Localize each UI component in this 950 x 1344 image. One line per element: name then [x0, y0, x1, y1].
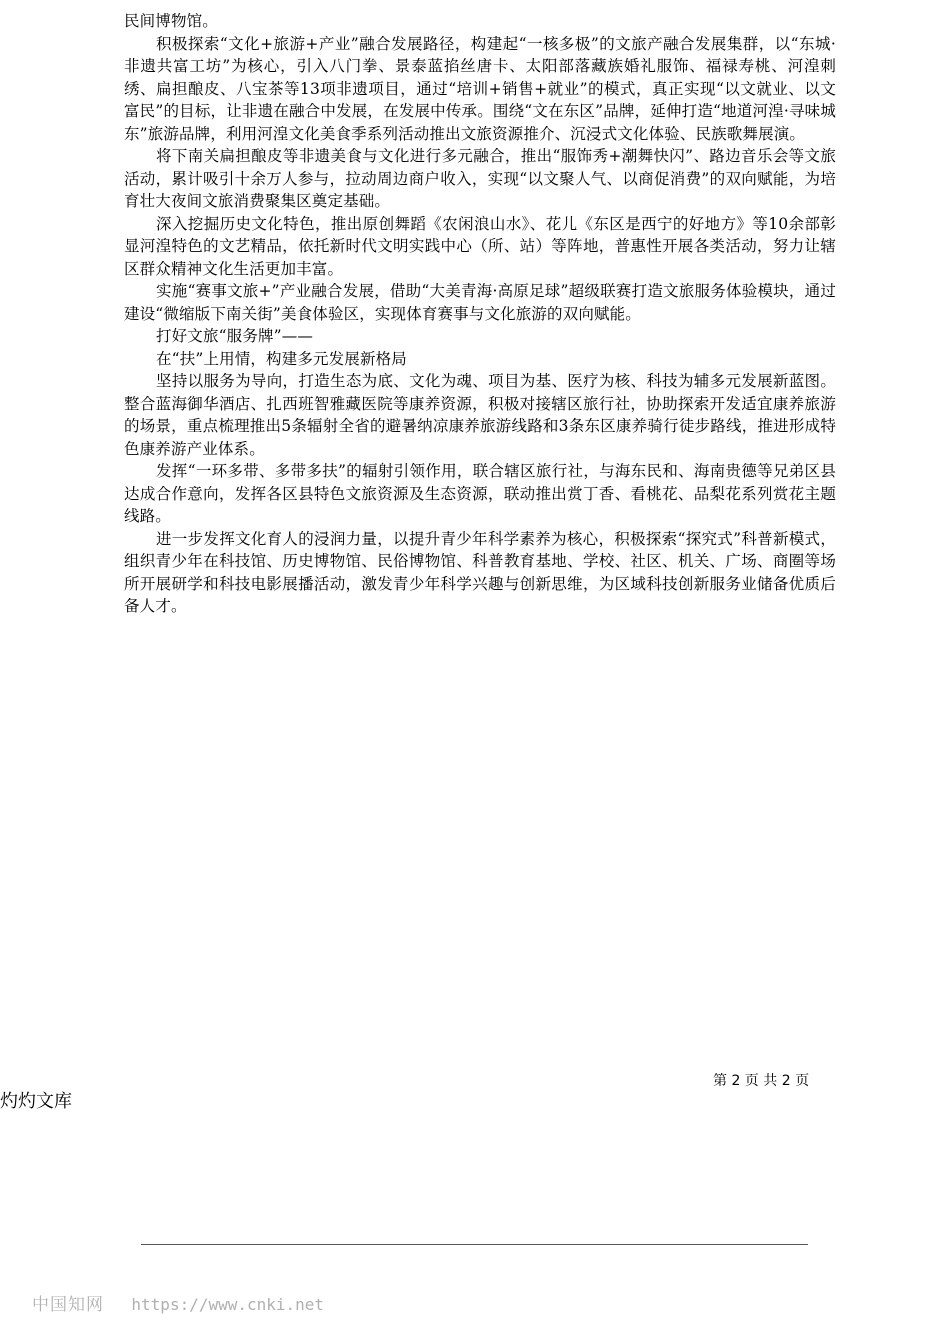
- footer-divider: [141, 1244, 808, 1245]
- footer-url-link[interactable]: https://www.cnki.net: [131, 1295, 325, 1314]
- paragraph-4: 深入挖掘历史文化特色，推出原创舞蹈《农闲浪山水》、花儿《东区是西宁的好地方》等10余部彰显河湟特色的文艺精品，依托新时代文明实践中心（所、站）等阵地，普惠性开展各类活动，努力让辖区群众精神文化生活更加丰富。: [124, 214, 836, 278]
- footer: [32, 1294, 324, 1316]
- paragraph-3: 将下南关扁担酿皮等非遗美食与文化进行多元融合，推出“服饰秀+潮舞快闪”、路边音乐会等文旅活动，累计吸引十余万人参与，拉动周边商户收入，实现“以文聚人气、以商促消费”的双向赋能，为培育壮大夜间文旅消费聚集区奠定基础。: [124, 147, 836, 210]
- watermark-brand: 灼灼文库: [0, 1091, 72, 1112]
- paragraph-7: 发挥“一环多带、多带多扶”的辐射引领作用，联合辖区旅行社，与海东民和、海南贵德等兄弟区县达成合作意向，发挥各区县特色文旅资源及生态资源，联动推出赏丁香、看桃花、品梨花系列赏花主题线路。: [124, 462, 836, 525]
- paragraph-2: 积极探索“文化+旅游+产业”融合发展路径，构建起“一核多极”的文旅产融合发展集群，以“东城·非遗共富工坊”为核心，引入八门拳、景泰蓝掐丝唐卡、太阳部落藏族婚礼服饰、福禄寿桃、河湟刺绣、扁担酿皮、八宝茶等13项非遗项目，通过“培训+销售+就业”的模式，真正实现“以文就业、以文富民”的目标，让非遗在融合中发展，在发展中传承。围绕“文在东区”品牌，延伸打造“地道河湟·寻味城东”旅游品牌，利用河湟文化美食季系列活动推出文旅资源推介、沉浸式文化体验、民族歌舞展演。: [124, 34, 836, 143]
- page-number: 第 2 页 共 2 页: [713, 1073, 810, 1089]
- paragraph-1: 民间博物馆。: [124, 12, 218, 30]
- document-body: [124, 10, 836, 618]
- paragraph-6: 坚持以服务为导向，打造生态为底、文化为魂、项目为基、医疗为核、科技为辅多元发展新蓝图。整合蓝海御华酒店、扎西班智雅藏医院等康养资源，积极对接辖区旅行社，协助探索开发适宜康养旅游的场景，重点梳理推出5条辐射全省的避暑纳凉康养旅游线路和3条东区康养骑行徒步路线，推进形成特色康养游产业体系。: [124, 372, 836, 458]
- paragraph-5: 实施“赛事文旅+”产业融合发展，借助“大美青海·高原足球”超级联赛打造文旅服务体验模块，通过建设“微缩版下南关街”美食体验区，实现体育赛事与文化旅游的双向赋能。: [124, 282, 836, 323]
- section-heading: 打好文旅“服务牌”——: [156, 327, 313, 345]
- paragraph-8: 进一步发挥文化育人的浸润力量，以提升青少年科学素养为核心，积极探索“探究式”科普新模式，组织青少年在科技馆、历史博物馆、民俗博物馆、科普教育基地、学校、社区、机关、广场、商圈等场所开展研学和科技电影展播活动，激发青少年科学兴趣与创新思维，为区域科技创新服务业储备优质后备人才。: [124, 529, 836, 615]
- section-subheading: 在“扶”上用情，构建多元发展新格局: [156, 349, 407, 368]
- footer-site-name: 中国知网: [32, 1295, 104, 1315]
